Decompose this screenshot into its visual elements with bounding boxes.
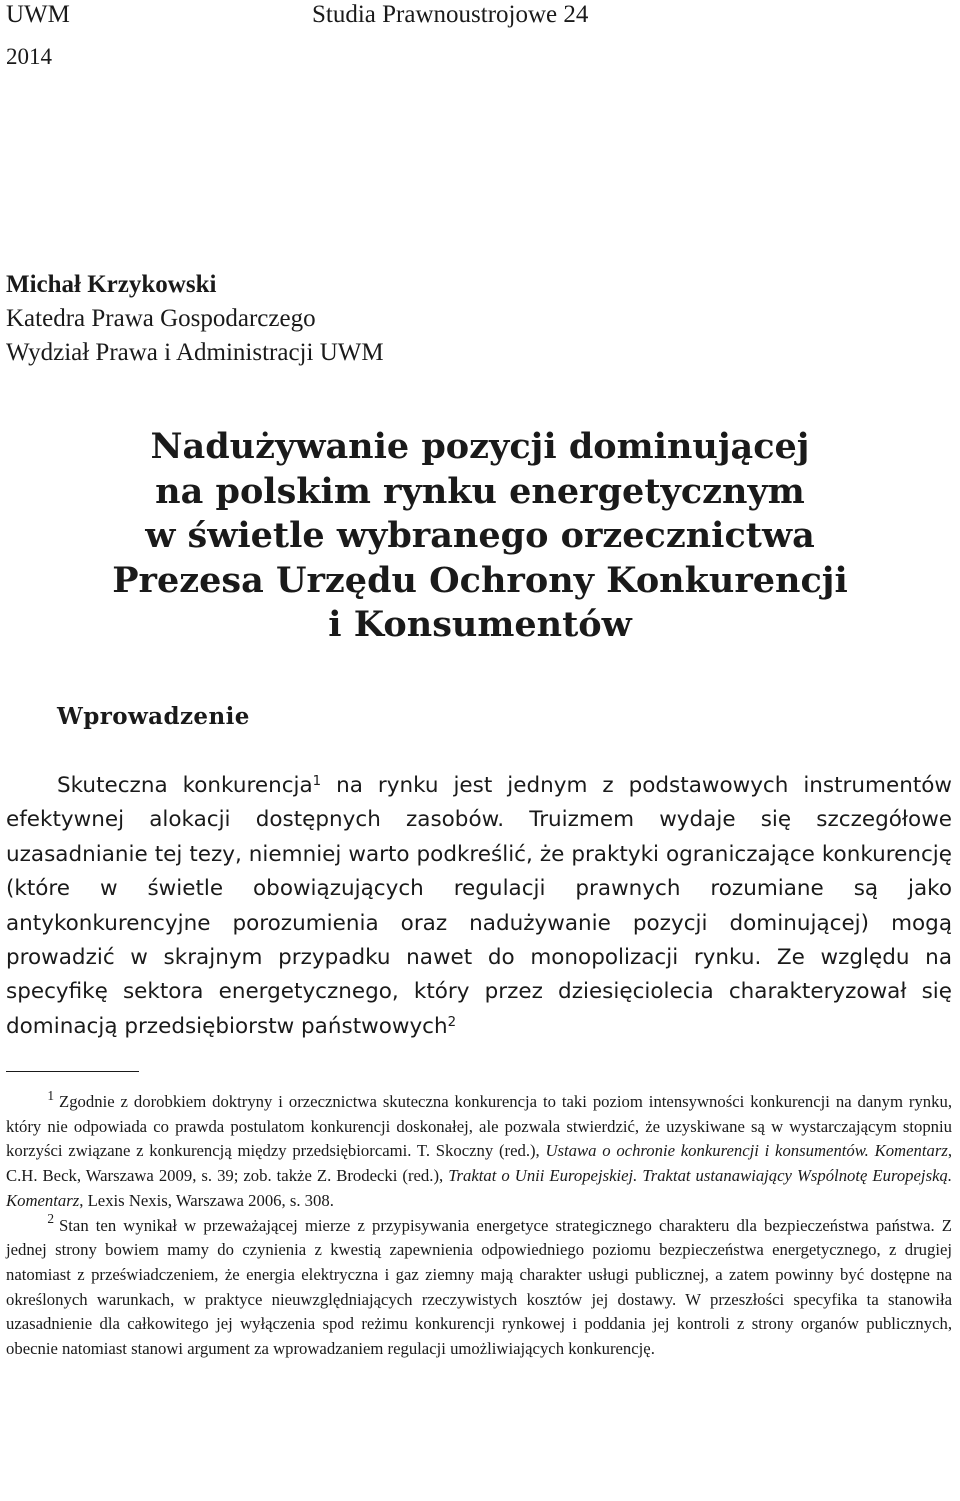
footnote-text: Zgodnie z dorobkiem doktryny i orzecznictwa skuteczna konkurencja to taki poziom intensywności konkurencji na danym rynku, który nie odpowiada co prawda postulatom konkurencji doskonałej, ale pozwala stwierdzić, że uzyskiwane są w wystarczającym stopniu korzyści związane z konkurencją między przedsiębiorcami. T. Skoczny (red.), bbox=[6, 1092, 952, 1161]
footnote-citation-title: Ustawa o ochronie konkurencji i konsumentów. Komentarz bbox=[545, 1141, 948, 1161]
journal-series: Studia Prawnoustrojowe 24 bbox=[312, 1, 589, 28]
footnote-ref-1[interactable]: 1 bbox=[312, 773, 322, 789]
footnote-citation-title: Traktat o Unii Europejskiej. Traktat ustanawiający Wspólnotę Europejską. Komentarz bbox=[6, 1166, 952, 1210]
footnote-text: Stan ten wynikał w przeważającej mierze z przypisywania energetyce strategicznego charakteru dla bezpieczeństwa państwa. Z jednej strony bowiem mamy do czynienia z kwestią zapewnienia odpowiedniego poziomu bezpieczeństwa energetycznego, z drugiej natomiast z przeświadczeniem, że energia elektryczna i gaz ziemny mają charakter usługi publicznej, a zatem powinny być dostępne na określonych warunkach, w praktyce nieuwzględniających rzeczywistych kosztów jej dostawy. W przeszłości specyfika ta stanowiła uzasadnienie dla całkowitego jej wyłączenia spod reżimu konkurencji rynkowej i poddania jej kontroli z strony organów publicznych, obecnie natomiast stanowi argument za wprowadzaniem regulacji umożliwiających konkurencję. bbox=[6, 1215, 952, 1359]
footnote-text: , Lexis Nexis, Warszawa 2006, s. 308. bbox=[79, 1190, 334, 1210]
footnote-separator bbox=[6, 1071, 139, 1072]
body-text: na rynku jest jednym z podstawowych instrumentów efektywnej alokacji dostępnych zasobów. Truizmem wydaje się szczegółowe uzasadnianie tej tezy, niemniej warto podkreślić, że praktyki ograniczające konkurencję (które w świetle obowiązujących regulacji prawnych rozumiane są jako antykonkurencyjne porozumienia oraz nadużywanie pozycji dominującej) mogą prowadzić w skrajnym przypadku nawet do monopolizacji rynku. Ze względu na specyfikę sektora energetycznego, który przez dziesięciolecia charakteryzował się dominacją przedsiębiorstw państwowych bbox=[6, 773, 952, 1039]
body-text: Skuteczna konkurencja bbox=[57, 773, 313, 798]
title-line: i Konsumentów bbox=[328, 604, 632, 645]
footnote-2 bbox=[6, 1211, 952, 1362]
author-block bbox=[6, 268, 906, 370]
publication-year: 2014 bbox=[6, 44, 52, 69]
running-header bbox=[6, 0, 946, 30]
footnote-ref-2[interactable]: 2 bbox=[447, 1014, 457, 1030]
footnote-number: 1 bbox=[47, 1087, 54, 1103]
title-line: na polskim rynku energetycznym bbox=[155, 470, 805, 512]
footnote-text: , C.H. Beck, Warszawa 2009, s. 39; zob. także Z. Brodecki (red.), bbox=[6, 1141, 952, 1186]
author-department: Katedra Prawa Gospodarczego bbox=[6, 305, 316, 332]
footnote-number: 2 bbox=[47, 1211, 54, 1227]
author-name: Michał Krzykowski bbox=[6, 271, 217, 298]
title-line: w świetle wybranego orzecznictwa bbox=[145, 515, 815, 556]
publisher-label: UWM bbox=[6, 1, 70, 28]
title-line: Prezesa Urzędu Ochrony Konkurencji bbox=[112, 559, 848, 601]
title-line: Nadużywanie pozycji dominującej bbox=[150, 426, 810, 467]
footnotes bbox=[6, 1087, 952, 1362]
section-heading: Wprowadzenie bbox=[57, 703, 250, 730]
body-paragraph bbox=[6, 769, 952, 1044]
footnote-1 bbox=[6, 1087, 952, 1214]
author-faculty: Wydział Prawa i Administracji UWM bbox=[6, 339, 384, 366]
article-title bbox=[0, 425, 960, 648]
